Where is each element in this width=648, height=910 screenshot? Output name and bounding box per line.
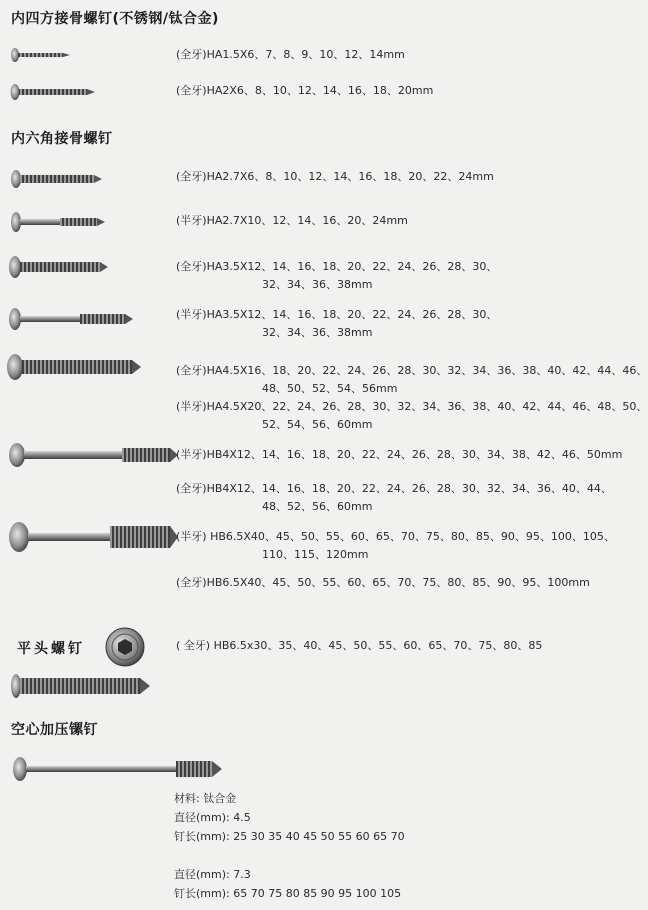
cannulated-specs	[174, 789, 405, 903]
spec-ha4-5-half: (半牙)HA4.5X20、22、24、26、28、30、32、34、36、38、40、42、44、46、48、50、 52、54、56、60mm	[176, 400, 648, 431]
spec-ha2-7-full: (全牙)HA2.7X6、8、10、12、14、16、18、20、22、24mm	[176, 170, 494, 183]
section-title-flat-head: 平头螺钉	[17, 641, 85, 657]
screw-ha2-7-full-image	[10, 168, 102, 190]
flat-head-top-view-image	[104, 626, 146, 668]
screw-hb6-5-image	[8, 520, 178, 554]
spec-hb6-5-half: (半牙) HB6.5X40、45、50、55、60、65、70、75、80、85、90、95、100、105、 110、115、120mm	[176, 530, 615, 561]
diameter-4-5-text: 直径(mm): 4.5	[174, 811, 251, 824]
spec-ha3-5-full: (全牙)HA3.5X12、14、16、18、20、22、24、26、28、30、 32、34、36、38mm	[176, 260, 498, 291]
spec-ha2: (全牙)HA2X6、8、10、12、14、16、18、20mm	[176, 84, 434, 97]
screw-ha3-5-full-image	[8, 254, 108, 280]
flat-head-screw-image	[10, 672, 150, 700]
length-4-5-text: 钉长(mm): 25 30 35 40 45 50 55 60 65 70	[174, 830, 405, 843]
spec-hb4-full: (全牙)HB4X12、14、16、18、20、22、24、26、28、30、32、34、36、40、44、 48、52、56、60mm	[176, 482, 612, 513]
spec-ha3-5-half: (半牙)HA3.5X12、14、16、18、20、22、24、26、28、30、 32、34、36、38mm	[176, 308, 498, 339]
section-title-hex-socket: 内六角接骨螺钉	[11, 131, 113, 147]
screw-ha4-5-image	[6, 352, 141, 382]
screw-ha2-image	[10, 82, 95, 102]
material-text: 材料: 钛合金	[174, 792, 237, 805]
spec-ha4-5-full: (全牙)HA4.5X16、18、20、22、24、26、28、30、32、34、36、38、40、42、44、46、 48、50、52、54、56mm	[176, 364, 648, 395]
spec-hb4-half: (半牙)HB4X12、14、16、18、20、22、24、26、28、30、34、38、42、46、50mm	[176, 448, 623, 461]
screw-ha3-5-half-image	[8, 306, 133, 332]
diameter-7-3-text: 直径(mm): 7.3	[174, 868, 251, 881]
section-title-square-socket: 内四方接骨螺钉(不锈钢/钛合金)	[11, 11, 219, 27]
spec-hb6-5-full: (全牙)HB6.5X40、45、50、55、60、65、70、75、80、85、90、95、100mm	[176, 576, 590, 589]
spec-ha1-5: (全牙)HA1.5X6、7、8、9、10、12、14mm	[176, 48, 405, 61]
screw-hb4-image	[8, 441, 178, 469]
screw-ha2-7-half-image	[10, 210, 105, 234]
cannulated-screw-image	[12, 754, 222, 784]
length-7-3-text: 钉长(mm): 65 70 75 80 85 90 95 100 105	[174, 887, 402, 900]
spec-hb6-5-flat: ( 全牙) HB6.5x30、35、40、45、50、55、60、65、70、75、80、85	[176, 639, 543, 652]
screw-ha1-5-image	[10, 47, 70, 63]
section-title-cannulated: 空心加压镙钉	[11, 722, 98, 738]
spec-ha2-7-half: (半牙)HA2.7X10、12、14、16、20、24mm	[176, 214, 408, 227]
